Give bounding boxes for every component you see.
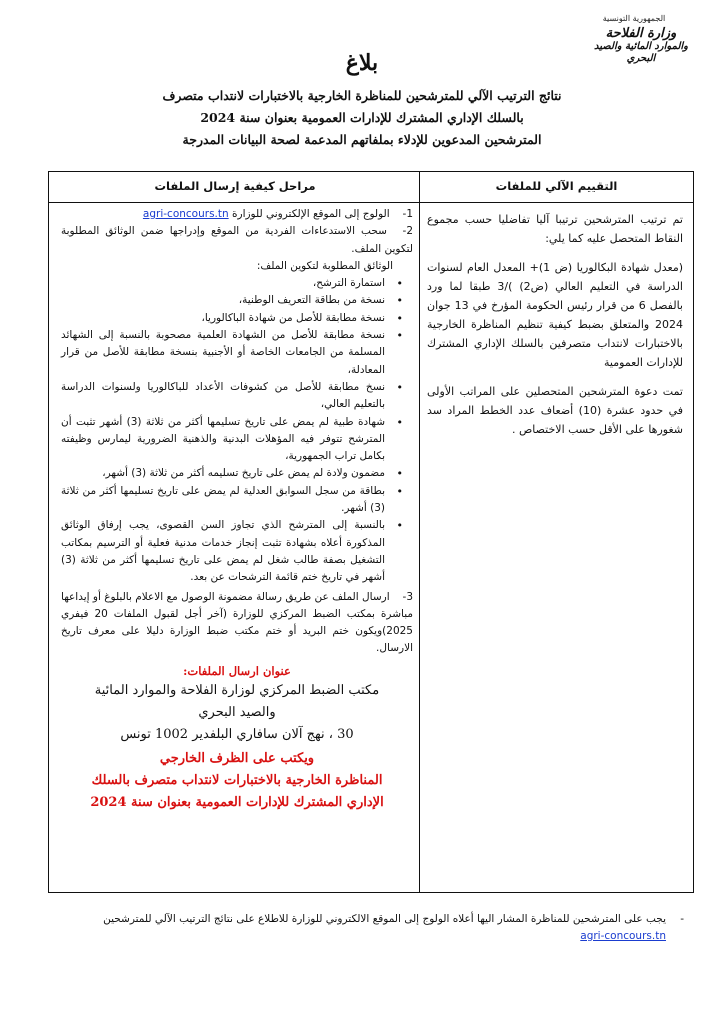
envelope-line-1: ويكتب على الظرف الخارجي <box>159 750 315 766</box>
evaluation-paragraph-1: تم ترتيب المترشحين ترتيبا آليا تفاضليا حسب مجموع النقاط المتحصل عليه كما يلي: <box>427 213 683 245</box>
step-2-number: 2- <box>402 225 413 238</box>
table-header-divider <box>49 202 693 203</box>
envelope-line-2: المناظرة الخارجية بالاختبارات لانتداب متصرف بالسلك <box>91 772 383 788</box>
step-3 <box>61 589 413 658</box>
header-automatic-evaluation: التقييم الآلي للملفات <box>495 179 618 193</box>
page-title: بلاغ <box>345 50 379 76</box>
table-column-divider <box>419 172 420 892</box>
evaluation-column <box>427 210 683 449</box>
subtitle-line-1: نتائج الترتيب الآلي للمترشحين للمناظرة الخارجية بالاختبارات لانتداب متصرف <box>162 88 562 103</box>
docs-title: الوثائق المطلوبة لتكوين الملف: <box>256 259 393 272</box>
footer-dash: - <box>680 913 684 925</box>
step-3-text: ارسال الملف عن طريق رسالة مضمونة الوصول مع الاعلام بالبلوغ أو إيداعها مباشرة بمكتب الضبط المركزي للوزارة (آخر أجل لقبول الملفات 20 فيفري 2025)ويكون ختم البريد أو ختم مكتب ضبط الوزارة دليلا على معرف تاريخ الارسال. <box>61 590 413 655</box>
doc-item: • نسخة مطابقة للأصل من شهادة الباكالوريا، <box>61 310 413 327</box>
logo-ministry: وزارة الفلاحة <box>605 26 677 41</box>
address-line-2: والصيد البحري <box>198 704 276 720</box>
doc-item: • نسخ مطابقة للأصل من كشوفات الأعداد للباكالوريا ولسنوات الدراسة بالتعليم العالي، <box>61 379 413 414</box>
doc-item: • شهادة طبية لم يمض على تاريخ تسليمها أكثر من ثلاثة (3) أشهر تثبت أن المترشح تتوفر فيه المؤهلات البدنية والذهنية الضرورية ليمارس وظيفته بكامل تراب الجمهورية، <box>61 414 413 466</box>
address-line-3: 30 ، نهج آلان سافاري البلفدير 1002 تونس <box>120 726 354 742</box>
logo-country: الجمهورية التونسية <box>602 14 666 23</box>
logo-ministry-line2: والموارد المائية والصيد البحري <box>593 41 689 64</box>
address-label: عنوان ارسال الملفات: <box>183 663 291 678</box>
doc-item: • نسخة من بطاقة التعريف الوطنية، <box>61 292 413 309</box>
evaluation-paragraph-3: تمت دعوة المترشحين المتحصلين على المراتب الأولى في حدود عشرة (10) أضعاف عدد الخطط المراد سد شغورها على الأقل حسب الاختصاص . <box>427 385 683 436</box>
envelope-line-3: الإداري المشترك للإدارات العمومية بعنوان سنة 2024 <box>90 794 384 810</box>
footer-text: يجب على المترشحين للمناظرة المشار اليها أعلاه الولوج إلى الموقع الالكتروني للوزارة للاطلاع على نتائج الترتيب الآلي للمترشحين <box>103 913 666 925</box>
doc-item: • بالنسبة إلى المترشح الذي تجاوز السن القصوى، يجب إرفاق الوثائق المذكورة أعلاه بشهادة تثبت إنجاز خدمات مدنية فعلية أو الترسيم بمكاتب التشغيل بصفة طالب شغل لم يمض على تاريخ تسليمها أكثر من ثلاثة (3) أشهر في تاريخ ختم قائمة الترشحات عن بعد. <box>61 517 413 586</box>
footer-note <box>46 911 684 945</box>
subtitle-line-3: المترشحين المدعوين للإدلاء بملفاتهم المدعمة لصحة البيانات المدرجة <box>182 132 542 147</box>
site-link[interactable]: agri-concours.tn <box>142 208 229 220</box>
doc-item: • مضمون ولادة لم يمض على تاريخ تسليمه أكثر من ثلاثة (3) أشهر، <box>61 465 413 482</box>
step-2-text: سحب الاستدعاءات الفردية من الموقع وإدراجها ضمن الوثائق المطلوبة لتكوين الملف. <box>61 225 413 255</box>
mailing-address <box>61 662 413 746</box>
info-table <box>48 171 694 893</box>
steps-column <box>61 206 413 814</box>
step-3-number: 3- <box>402 590 413 603</box>
doc-item: • استمارة الترشح، <box>61 275 413 292</box>
footer-link[interactable]: agri-concours.tn <box>580 930 666 942</box>
step-1 <box>61 206 413 223</box>
envelope-note <box>61 748 413 814</box>
step-2 <box>61 223 413 258</box>
subtitle-line-2: بالسلك الإداري المشترك للإدارات العمومية بعنوان سنة 2024 <box>200 110 524 125</box>
evaluation-paragraph-2: (معدل شهادة البكالوريا (ض 1)+ المعدل العام لسنوات الدراسة في التعليم العالي (ض2) )/3 طبقا لما ورد بالفصل 6 من قرار رئيس الحكومة المؤرخ في 13 جوان 2024 والمتعلق بضبط كيفية تنظيم المناظرة الخارجية بالاختبارات لانتداب متصرفين بالسلك الإداري المشترك للإدارات العمومية <box>427 261 684 369</box>
header-submission-steps: مراحل كيفية إرسال الملفات <box>154 179 316 193</box>
step-1-text: الولوج إلى الموقع الإلكتروني للوزارة <box>232 208 390 220</box>
doc-item: • بطاقة من سجل السوابق العدلية لم يمض على تاريخ تسليمها أكثر من ثلاثة (3) أشهر. <box>61 483 413 518</box>
step-1-number: 1- <box>402 208 413 220</box>
doc-item: • نسخة مطابقة للأصل من الشهادة العلمية مصحوبة بالنسبة إلى الشهائد المسلمة من الجامعات الخاصة أو الأجنبية بنسخة مطابقة للأصل من قرار المعادلة، <box>61 327 413 379</box>
address-line-1: مكتب الضبط المركزي لوزارة الفلاحة والموارد المائية <box>94 682 380 698</box>
